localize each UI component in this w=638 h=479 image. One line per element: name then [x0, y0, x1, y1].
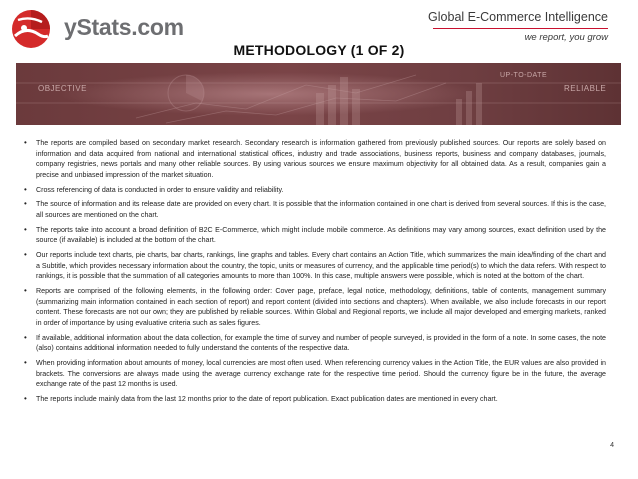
methodology-bullet: [24, 332, 606, 354]
page-title: METHODOLOGY (1 OF 2): [233, 42, 405, 58]
bullet-text: The reports include mainly data from the last 12 months prior to the date of report publication. Exact publication dates are mentioned in every chart.: [36, 394, 498, 403]
methodology-bullet: [24, 138, 606, 180]
banner-word-up-to-date: UP-TO-DATE: [500, 72, 548, 79]
logo-text: yStats.com: [64, 14, 184, 40]
methodology-bullet: [24, 286, 606, 328]
bullet-icon: •: [24, 393, 27, 403]
methodology-bullet: [24, 199, 606, 220]
brand-block: [428, 10, 608, 43]
bullet-text: The reports take into account a broad definition of B2C E-Commerce, which might include mobile commerce. As definitions may vary among sources, exact definition used by the source (if available) is included at the bottom of the chart.: [36, 225, 606, 245]
bullet-text: When providing information about amounts of money, local currencies are most often used. When referencing currency values in the Action Title, the EUR values are also provided in brackets. The conversions are always made using the average currency exchange rate for the respective time period. Should the currency figure be in the future, the average exchange rate of the past 12 months is used.: [36, 359, 606, 389]
bullet-icon: •: [24, 250, 27, 260]
bullet-icon: •: [24, 332, 27, 342]
banner-word-objective: OBJECTIVE: [38, 84, 87, 93]
bullet-text: Reports are comprised of the following elements, in the following order: Cover page, preface, legal notice, methodology, definitions, table of contents, management summary (summarizing main information contained in each section of report) and report content (divided into sections and chapters). When available, we also include forecasts in our report content. These forecasts are not our own; they are published by reliable sources. Within Global and Regional reports, we include all major developed and emerging markets, ranked in order of importance by using evaluative criteria such as sales figures.: [36, 287, 606, 327]
bullet-icon: •: [24, 199, 27, 209]
header-banner: [16, 63, 621, 125]
methodology-bullet: [24, 184, 606, 196]
bullet-icon: •: [24, 184, 27, 194]
methodology-bullet: [24, 250, 606, 282]
bullet-text: Our reports include text charts, pie charts, bar charts, rankings, line graphs and tables. Every chart contains an Action Title, which summarizes the main idea/finding of the chart and a Subtitle, which provides necessary information about the country, the topic, units or measures of currency, and the applicable time period(s) to which the data refers. With respect to rankings, it is possible that the summation of all categories amounts to more than 100%. In this case, multiple answers were possible, which is noted at the bottom of the chart.: [36, 251, 606, 281]
brand-tagline: we report, you grow: [524, 32, 608, 43]
methodology-bullet: [24, 358, 606, 390]
bullet-text: The source of information and its release date are provided on every chart. It is possible that the information contained in one chart is derived from several sources. If this is the case, all sources are mentioned on the chart.: [36, 200, 606, 219]
bullet-text: If available, additional information about the data collection, for example the time of survey and number of people surveyed, is provided in the form of a note. In some cases, the note (also) contains additional information needed to fully understand the contents of the respective data.: [36, 333, 606, 353]
page-number: 4: [610, 442, 614, 449]
bullet-icon: •: [24, 224, 27, 234]
brand-title: Global E-Commerce Intelligence: [428, 10, 608, 24]
bullet-icon: •: [24, 358, 27, 367]
bullet-text: The reports are compiled based on secondary market research. Secondary research is information gathered from previously published sources. Our reports are solely based on information and data acquired from national and international statistical offices, industry and trade associations, business reports, business and company databases, journals, company registries, news portals and many other reliable sources. By using various sources we ensure maximum objectivity for all obtained data. As a result, companies gain a precise and unbiased impression of the market situation.: [36, 139, 606, 179]
brand-divider: [433, 28, 608, 29]
bullet-text: Cross referencing of data is conducted in order to ensure validity and reliability.: [36, 185, 284, 194]
bullet-icon: •: [24, 286, 27, 296]
methodology-bullet-list: [24, 138, 606, 405]
banner-word-reliable: RELIABLE: [564, 84, 607, 93]
methodology-bullet: [24, 393, 606, 405]
methodology-bullet: [24, 224, 606, 246]
methodology-content: [24, 138, 606, 409]
bullet-icon: •: [24, 138, 27, 147]
